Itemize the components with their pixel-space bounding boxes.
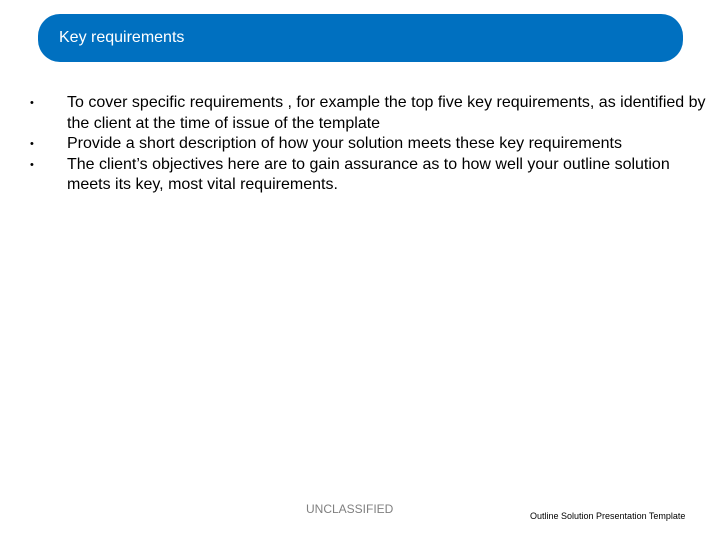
- bullet-icon: •: [30, 97, 34, 109]
- bullet-text: Provide a short description of how your solution meets these key requirements: [67, 135, 622, 152]
- bullet-text: The client’s objectives here are to gain assurance as to how well your outline solution meets its key, most vital requirements.: [67, 155, 670, 193]
- classification-label: UNCLASSIFIED: [306, 502, 394, 516]
- template-name: Outline Solution Presentation Template: [530, 511, 686, 521]
- bullet-text: To cover specific requirements , for example the top five key requirements, as identified by the client at the time of issue of the template: [67, 94, 706, 132]
- bullet-item: [30, 93, 710, 134]
- slide-title: Key requirements: [59, 29, 185, 46]
- bullet-list: [30, 93, 710, 196]
- bullet-item: [30, 134, 710, 155]
- bullet-item: [30, 155, 710, 196]
- bullet-icon: •: [30, 138, 34, 150]
- title-bar: [38, 14, 683, 62]
- bullet-icon: •: [30, 158, 34, 171]
